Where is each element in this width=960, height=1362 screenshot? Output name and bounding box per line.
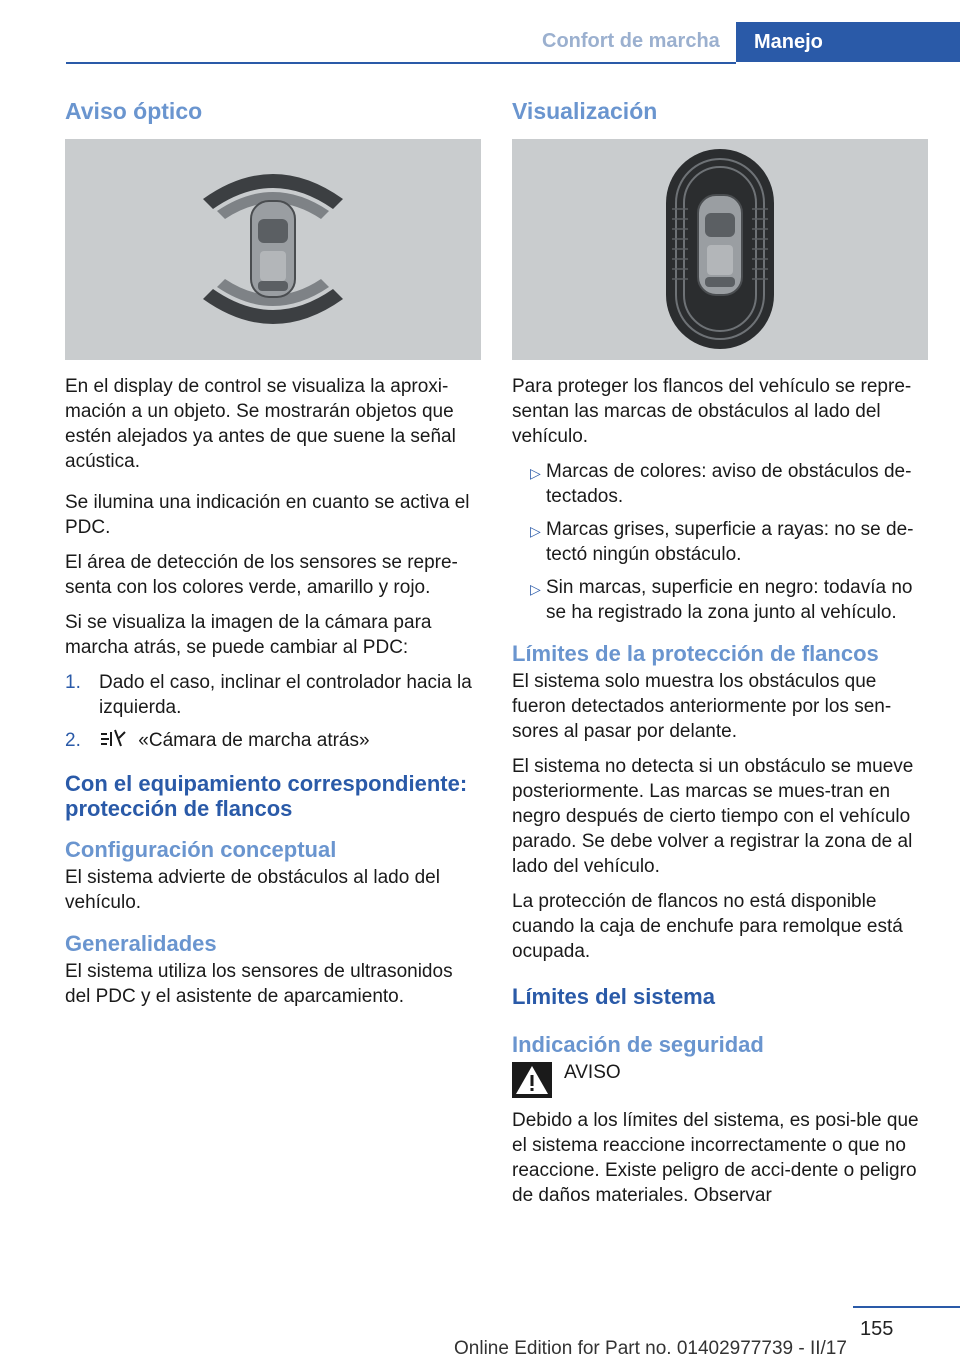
list-item <box>65 670 481 720</box>
step-number: 1. <box>65 672 81 693</box>
warning-triangle-icon <box>512 1062 552 1098</box>
header-rule <box>66 62 736 64</box>
list-item <box>65 728 481 753</box>
subsection-title: Límites del sistema <box>512 984 715 1009</box>
paragraph: Si se visualiza la imagen de la cámara para marcha atrás, se puede cambiar al PDC: <box>65 612 432 658</box>
pdc-display-image <box>65 139 481 360</box>
edition-footer: Online Edition for Part no. 01402977739 - II/17 <box>454 1338 847 1359</box>
main-section-title: Con el equipamiento correspondiente: protección de flancos <box>65 771 468 821</box>
bullet-text: Marcas grises, superficie a rayas: no se de‐tectó ningún obstáculo. <box>546 519 914 565</box>
paragraph: El sistema no detecta si un obstáculo se mueve posteriormente. Las marcas se mues‐tran en negro después de cierto tiempo con el vehículo parado. Se debe volver a registrar la zona de al lado del vehículo. <box>512 756 914 877</box>
subsection-title: Configuración conceptual <box>65 837 337 862</box>
step-text: «Cámara de marcha atrás» <box>138 730 370 751</box>
bullet-text: Marcas de colores: aviso de obstáculos de‐tectados. <box>546 461 912 507</box>
warning-label: AVISO <box>564 1062 621 1083</box>
bullet-triangle-icon: ▷ <box>530 523 541 539</box>
subsection-title: Indicación de seguridad <box>512 1032 764 1057</box>
header-section: Confort de marcha <box>542 30 720 52</box>
list-item <box>512 459 928 509</box>
rear-camera-icon <box>99 728 127 750</box>
paragraph: Se ilumina una indicación en cuanto se activa el PDC. <box>65 492 470 538</box>
list-item <box>512 517 928 567</box>
right-column <box>512 98 928 1208</box>
page-header <box>0 22 960 62</box>
paragraph: En el display de control se visualiza la aproxi‐mación a un objeto. Se mostrarán objetos que estén alejados ya antes de que suene la señal acústica. <box>65 376 456 472</box>
steps-list <box>65 670 481 753</box>
step-text: Dado el caso, inclinar el controlador hacia la izquierda. <box>99 672 472 718</box>
paragraph: El sistema advierte de obstáculos al lado del vehículo. <box>65 867 440 913</box>
footer-rule <box>853 1306 960 1308</box>
flank-protection-image <box>512 139 928 360</box>
warning-text: Debido a los límites del sistema, es posi‐ble que el sistema reaccione incorrectamente o que no reaccione. Existe peligro de acci‐dente o peligro de daños materiales. Observar <box>512 1110 919 1206</box>
section-title-aviso-optico: Aviso óptico <box>65 98 203 124</box>
bullet-triangle-icon: ▷ <box>530 581 541 597</box>
paragraph: El sistema utiliza los sensores de ultrasonidos del PDC y el asistente de aparcamiento. <box>65 961 453 1007</box>
subsection-title: Límites de la protección de flancos <box>512 641 879 666</box>
paragraph: El sistema solo muestra los obstáculos que fueron detectados anteriormente por los sen‐sores al pasar por delante. <box>512 671 892 742</box>
step-number: 2. <box>65 730 81 751</box>
legend-list <box>512 459 928 625</box>
page-number: 155 <box>860 1318 894 1340</box>
header-tab: Manejo <box>736 22 960 62</box>
paragraph: La protección de flancos no está disponible cuando la caja de enchufe para remolque está ocupada. <box>512 891 903 962</box>
subsection-title: Generalidades <box>65 931 217 956</box>
left-column <box>65 98 481 1019</box>
bullet-text: Sin marcas, superficie en negro: todavía no se ha registrado la zona junto al vehículo. <box>546 577 913 623</box>
paragraph: El área de detección de los sensores se repre‐senta con los colores verde, amarillo y rojo. <box>65 552 458 598</box>
list-item <box>512 575 928 625</box>
bullet-triangle-icon: ▷ <box>530 465 541 481</box>
warning-block <box>512 1060 928 1120</box>
paragraph: Para proteger los flancos del vehículo se repre‐sentan las marcas de obstáculos al lado del vehículo. <box>512 376 912 447</box>
section-title-visualizacion: Visualización <box>512 98 658 124</box>
